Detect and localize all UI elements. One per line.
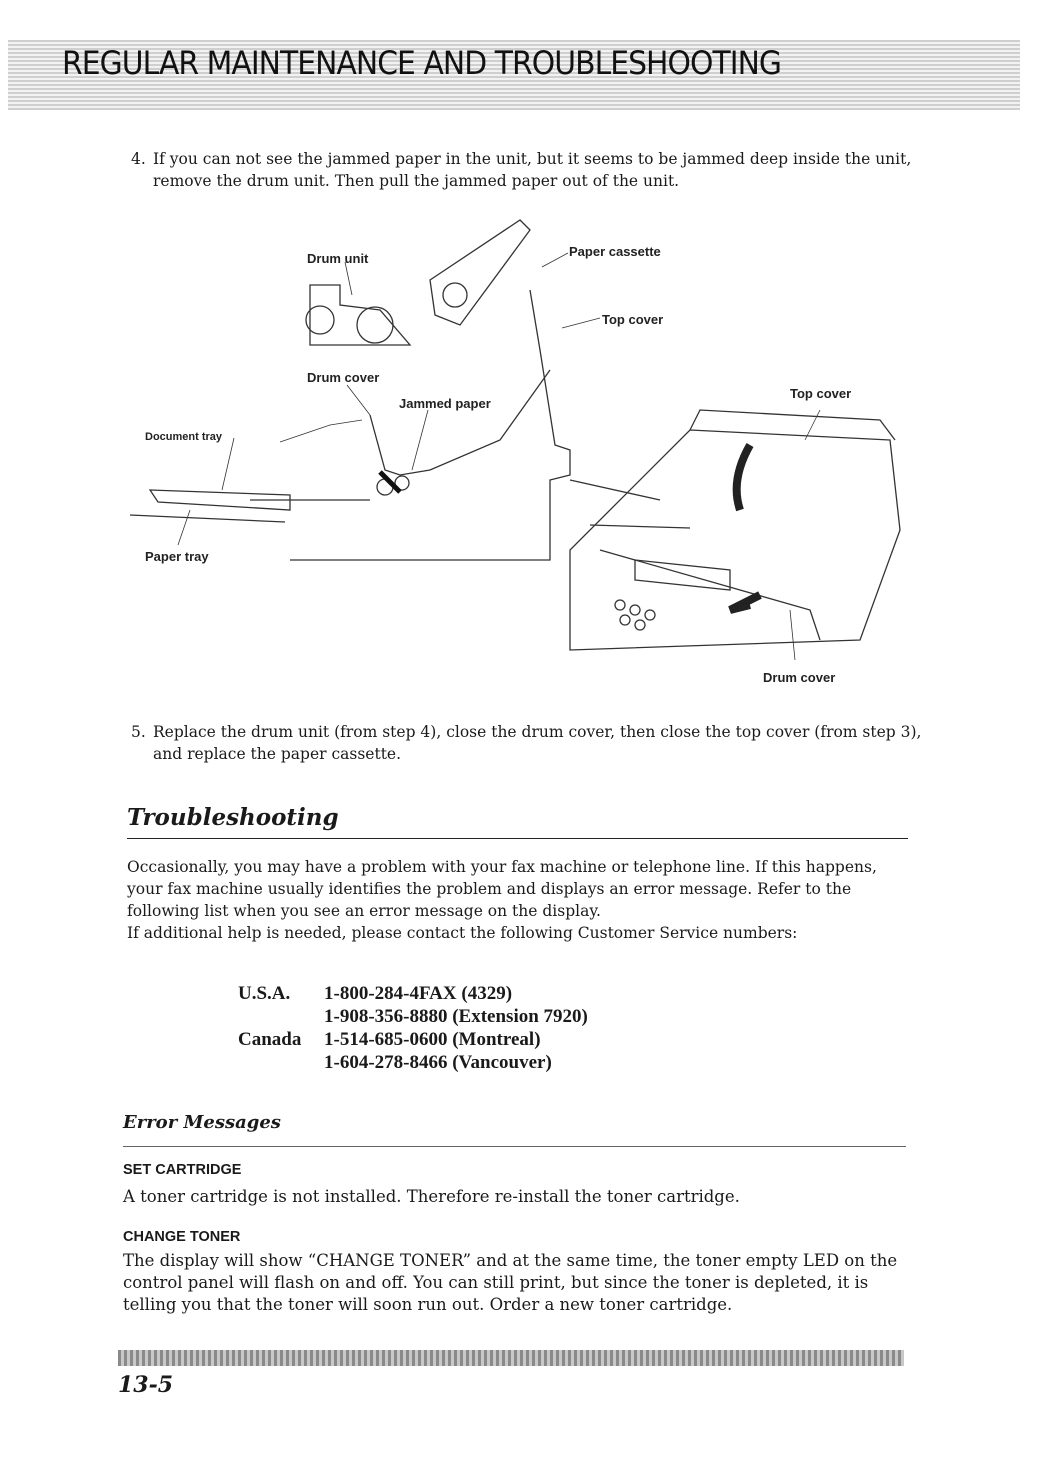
step-text: Replace the drum unit (from step 4), close the drum cover, then close the top cover (from step 3), and replace the paper cassette. <box>153 723 922 763</box>
subsection-heading-error-messages: Error Messages <box>123 1112 281 1133</box>
error-description: The display will show “CHANGE TONER” and at the same time, the toner empty LED on the control panel will flash on and off. You can still print, but since the toner is depleted, it is telling you that the toner will soon run out. Order a new toner cartridge. <box>123 1251 898 1314</box>
paper-jam-illustration <box>130 210 920 680</box>
intro-paragraph: Occasionally, you may have a problem with your fax machine or telephone line. If this happens, your fax machine usually identifies the problem and displays an error message. Refer to the following list when you see an error message on the display. <box>127 858 877 920</box>
step-number: 4. <box>131 150 146 168</box>
contact-region <box>238 1005 324 1028</box>
label-drum-unit: Drum unit <box>307 251 369 266</box>
contact-row <box>238 982 588 1005</box>
footer-band <box>118 1350 904 1366</box>
contact-region: U.S.A. <box>238 983 291 1004</box>
label-drum-cover-2: Drum cover <box>763 670 836 685</box>
contact-list <box>238 982 588 1074</box>
fax-machine-open <box>570 410 900 650</box>
label-paper-cassette: Paper cassette <box>569 244 661 259</box>
contact-number: 1-800-284-4FAX (4329) <box>324 983 513 1004</box>
contact-row <box>238 1051 588 1074</box>
contact-number: 1-514-685-0600 (Montreal) <box>324 1029 541 1050</box>
label-top-cover: Top cover <box>602 312 664 327</box>
label-document-tray: Document tray <box>145 431 223 443</box>
step-text: If you can not see the jammed paper in the unit, but it seems to be jammed deep inside the unit, remove the drum unit. Then pull the jammed paper out of the unit. <box>153 150 912 190</box>
fax-cross-section <box>130 220 570 560</box>
contact-number: 1-908-356-8880 (Extension 7920) <box>324 1006 588 1027</box>
contact-row <box>238 1005 588 1028</box>
page-number: 13-5 <box>118 1372 174 1398</box>
contact-number: 1-604-278-8466 (Vancouver) <box>324 1052 552 1073</box>
page-header-title: REGULAR MAINTENANCE AND TROUBLESHOOTING <box>62 44 782 82</box>
label-drum-cover: Drum cover <box>307 370 380 385</box>
error-code: SET CARTRIDGE <box>123 1162 242 1178</box>
step-number: 5. <box>131 723 146 741</box>
subheading-rule <box>123 1146 906 1147</box>
contact-region <box>238 1051 324 1074</box>
heading-rule <box>127 838 908 839</box>
contact-row <box>238 1028 588 1051</box>
label-paper-tray: Paper tray <box>145 549 209 564</box>
section-heading-troubleshooting: Troubleshooting <box>127 804 339 831</box>
contact-region: Canada <box>238 1029 302 1050</box>
leader-lines <box>178 253 820 660</box>
label-jammed-paper: Jammed paper <box>399 396 491 411</box>
label-top-cover-2: Top cover <box>790 386 852 401</box>
help-paragraph: If additional help is needed, please contact the following Customer Service numbers: <box>127 924 798 942</box>
error-code: CHANGE TONER <box>123 1229 241 1245</box>
error-description: A toner cartridge is not installed. Therefore re-install the toner cartridge. <box>123 1187 740 1206</box>
